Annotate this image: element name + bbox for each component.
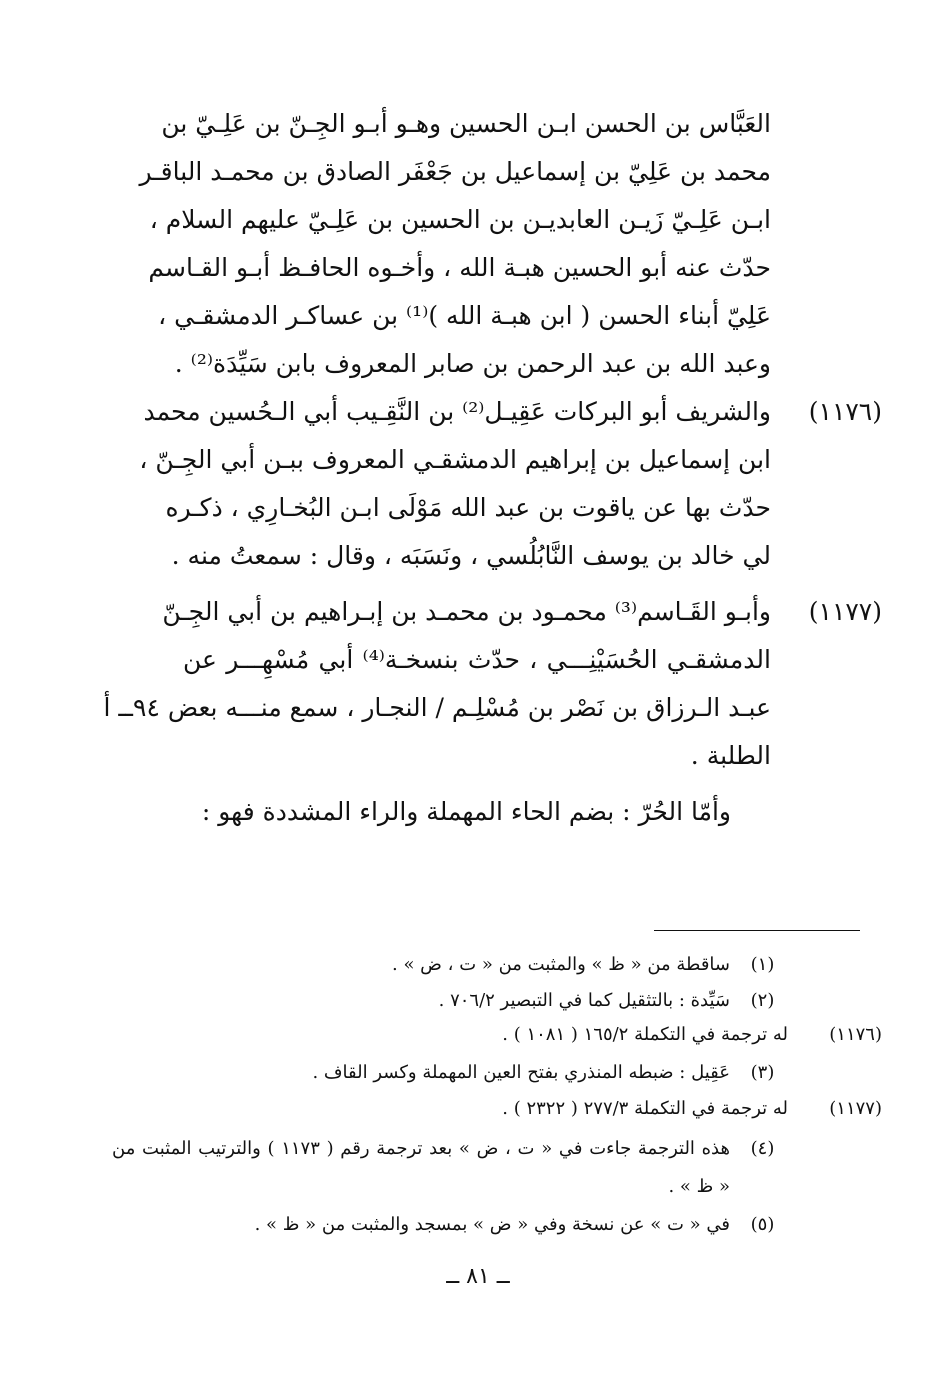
footnote-number: (١١٧٦) — [829, 1024, 882, 1045]
entry-1177-line-3: عبـد الـرزاق بن نَصْر بن مُسْلِـم / النجـار ، سمع منـــه بعض ٩٤ــ أ — [103, 693, 771, 722]
footnote-text: ساقطة من « ظ » والمثبت من « ت ، ض » . — [392, 954, 730, 975]
footnote-text: في « ت » عن نسخة وفي « ض » بمسجد والمثبت من « ظ » . — [254, 1214, 730, 1235]
entry-1177-line-1: وأبـو القَـاسم⁽³⁾ محمـود بن محمـد بن إبـراهيم بن أبي الجِـنّ — [162, 597, 771, 626]
entry-1176-line-4: لي خالد بن يوسف النَّابُلُسي ، ونَسَبَه ، وقال : سمعتُ منه . — [171, 541, 771, 570]
entry-1177-line-2: الدمشقـي الحُسَيْنِـــي ، حدّث بنسخـة⁽⁴⁾ أبي مُسْهِـــر عن — [183, 645, 771, 674]
body-line-4: حدّث عنه أبو الحسين هبـة الله ، وأخـوه الحافـظ أبـو القـاسم — [148, 253, 771, 282]
footnote-text: له ترجمة في التكملة ٢٧٧/٣ ( ٢٣٢٢ ) . — [502, 1098, 788, 1119]
body-line-3: ابـن عَلِـيّ زَيـن العابديـن بن الحسين بن عَلِـيّ عليهم السلام ، — [149, 205, 771, 234]
entry-number-1176: (١١٧٦) — [808, 397, 882, 426]
footnote-separator — [654, 930, 860, 931]
footnote-number: (٥) — [750, 1214, 775, 1235]
entry-number-1177: (١١٧٧) — [808, 597, 882, 626]
entry-1176-line-2: ابن إسماعيل بن إبراهيم الدمشقـي المعروف ببـن أبي الجِـنّ ، — [139, 445, 771, 474]
section-heading: وأمّا الحُرّ : بضم الحاء المهملة والراء المشددة فهو : — [201, 797, 731, 826]
body-line-1: العَبَّاس بن الحسن ابـن الحسين وهـو أبـو الجِـنّ بن عَلِـيّ بن — [161, 109, 771, 138]
body-line-2: محمد بن عَلِيّ بن إسماعيل بن جَعْفَر الصادق بن محمـد الباقـر — [139, 157, 771, 186]
footnote-number: (٢) — [750, 990, 775, 1011]
entry-1176-line-1: والشريف أبو البركات عَقِيـل⁽²⁾ بن النَّقِـيب أبي الـحُسين محمد — [143, 397, 771, 426]
entry-1176-line-3: حدّث بها عن ياقوت بن عبد الله مَوْلَى ابـن البُخـارِي ، ذكـره — [165, 493, 771, 522]
footnote-text: سَيِّدة : بالتثقيل كما في التبصير ٧٠٦/٢ . — [438, 990, 730, 1011]
footnote-text-continued: « ظ » . — [668, 1176, 730, 1197]
footnote-text: هذه الترجمة جاءت في « ت ، ض » بعد ترجمة رقم ( ١١٧٣ ) والترتيب المثبت من — [112, 1138, 730, 1159]
footnote-number: (٣) — [750, 1062, 775, 1083]
body-line-5: عَلِيّ أبناء الحسن ( ابن هبـة الله )⁽¹⁾ بن عساكـر الدمشقـي ، — [158, 301, 771, 330]
footnote-number: (٤) — [750, 1138, 775, 1159]
footnote-text: له ترجمة في التكملة ١٦٥/٢ ( ١٠٨١ ) . — [502, 1024, 788, 1045]
entry-1177-line-4: الطلبة . — [690, 741, 771, 770]
footnote-number: (١١٧٧) — [829, 1098, 882, 1119]
body-line-6: وعبد الله بن عبد الرحمن بن صابر المعروف بابن سَيِّدَة⁽²⁾ . — [174, 349, 771, 378]
footnote-text: عَقِيل : ضبطه المنذري بفتح العين المهملة وكسر القاف . — [312, 1062, 730, 1083]
footnote-number: (١) — [750, 954, 775, 975]
page-number: ــ ٨١ ــ — [446, 1264, 510, 1289]
